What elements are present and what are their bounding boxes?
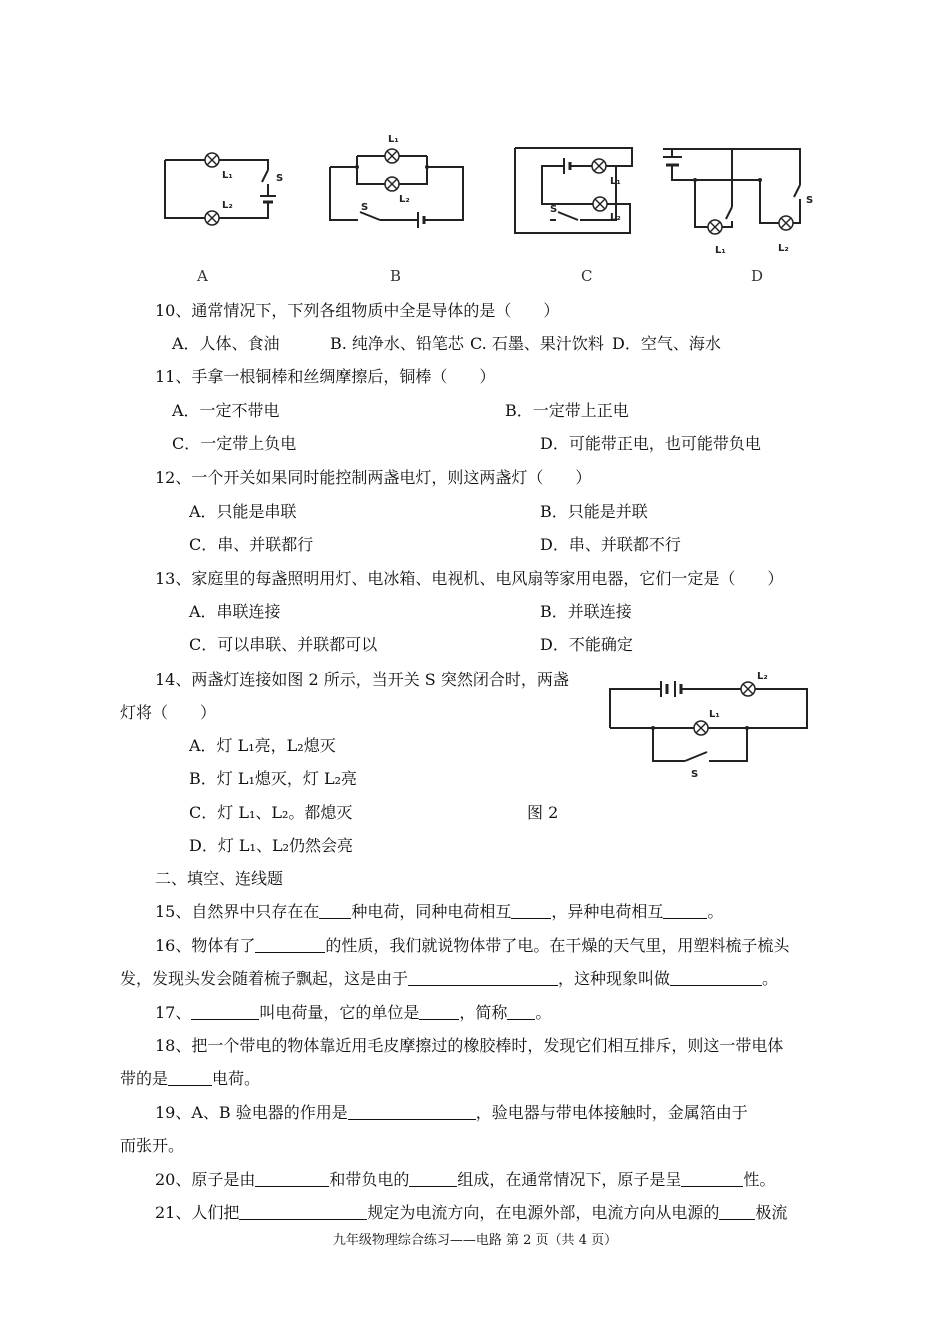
label-s: S [276, 173, 284, 184]
q12-option-a: A．只能是串联 [189, 502, 297, 521]
label-l2: L₂ [778, 243, 789, 254]
q17: 17、 叫电荷量，它的单位是 ，简称 。 [155, 1003, 552, 1022]
q12-option-b: B．只能是并联 [540, 502, 648, 521]
q14-stem-line2: 灯将（ ） [120, 703, 217, 722]
q16-line1: 16、物体有了 的性质，我们就说物体带了电。在干燥的天气里，用塑料梳子梳头 [155, 936, 790, 955]
circuit-diagram-a [160, 148, 290, 233]
diagram-letter-c: C [581, 267, 593, 285]
label-l1: L₁ [715, 245, 726, 256]
q13-option-a: A．串联连接 [189, 602, 281, 621]
label-l1: L₁ [610, 176, 621, 187]
q15: 15、自然界中只存在在 种电荷，同种电荷相互 ，异种电荷相互 。 [155, 902, 724, 921]
circuit-diagram-figure-2 [605, 665, 815, 783]
q20: 20、原子是由 和带负电的 组成，在通常情况下，原子是呈 性。 [155, 1170, 776, 1189]
diagram-letter-a: A [197, 267, 208, 285]
q13-stem: 13、家庭里的每盏照明用灯、电冰箱、电视机、电风扇等家用电器，它们一定是（ ） [155, 569, 784, 588]
label-l2: L₂ [757, 671, 768, 682]
q18-line2: 带的是 电荷。 [120, 1069, 261, 1088]
q11-option-d: D．可能带正电，也可能带负电 [540, 434, 761, 453]
q13-option-d: D．不能确定 [540, 635, 633, 654]
label-s: S [361, 202, 369, 213]
label-l1: L₁ [222, 170, 233, 181]
q11-option-b: B．一定带上正电 [505, 401, 629, 420]
label-s: S [691, 769, 699, 780]
label-l2: L₂ [610, 212, 621, 223]
label-l2: L₂ [222, 200, 233, 211]
label-l1: L₁ [388, 134, 399, 145]
q21: 21、人们把 规定为电流方向，在电源外部，电流方向从电源的 极流 [155, 1203, 788, 1222]
q12-option-c: C．串、并联都行 [189, 535, 314, 554]
q10-option-d: D．空气、海水 [612, 334, 721, 353]
q19-line2: 而张开。 [120, 1136, 185, 1155]
figure-2-caption: 图 2 [527, 803, 559, 822]
section-heading: 二、填空、连线题 [155, 869, 284, 888]
q14-option-d: D．灯 L₁、L₂仍然会亮 [189, 836, 353, 855]
label-l1: L₁ [709, 709, 720, 720]
q12-option-d: D．串、并联都不行 [540, 535, 681, 554]
q11-option-c: C．一定带上负电 [172, 434, 297, 453]
circuit-diagram-d [660, 145, 825, 260]
label-l2: L₂ [399, 194, 410, 205]
page-footer: 九年级物理综合练习——电路 第 2 页（共 4 页） [332, 1233, 618, 1248]
label-s: S [550, 204, 558, 215]
q14-option-a: A．灯 L₁亮，L₂熄灭 [189, 736, 336, 755]
diagram-letter-b: B [390, 267, 402, 285]
q12-stem: 12、一个开关如果同时能控制两盏电灯，则这两盏灯（ ） [155, 468, 592, 487]
q14-option-c: C．灯 L₁、L₂。都熄灭 [189, 803, 353, 822]
q13-option-b: B．并联连接 [540, 602, 632, 621]
q18-line1: 18、把一个带电的物体靠近用毛皮摩擦过的橡胶棒时，发现它们相互排斥，则这一带电体 [155, 1036, 784, 1055]
q14-stem-line1: 14、两盏灯连接如图 2 所示，当开关 S 突然闭合时，两盏 [155, 670, 569, 689]
q14-option-b: B．灯 L₁熄灭，灯 L₂亮 [189, 769, 358, 788]
q11-option-a: A．一定不带电 [172, 401, 280, 420]
q10-option-c: C. 石墨、果汁饮料 [470, 334, 604, 353]
q19-line1: 19、A、B 验电器的作用是 ，验电器与带电体接触时，金属箔由于 [155, 1103, 748, 1122]
q13-option-c: C．可以串联、并联都可以 [189, 635, 378, 654]
circuit-diagram-c [512, 128, 637, 238]
q16-line2: 发，发现头发会随着梳子飘起，这是由于 ，这种现象叫做 。 [120, 969, 779, 988]
q10-stem: 10、通常情况下，下列各组物质中全是导体的是（ ） [155, 301, 560, 320]
q11-stem: 11、手拿一根铜棒和丝绸摩擦后，铜棒（ ） [155, 367, 496, 386]
label-s: S [806, 195, 814, 206]
q10-option-b: B. 纯净水、铅笔芯 [330, 334, 464, 353]
diagram-letter-d: D [751, 267, 764, 285]
q10-option-a: A．人体、食油 [172, 334, 280, 353]
circuit-diagram-b [325, 128, 470, 233]
